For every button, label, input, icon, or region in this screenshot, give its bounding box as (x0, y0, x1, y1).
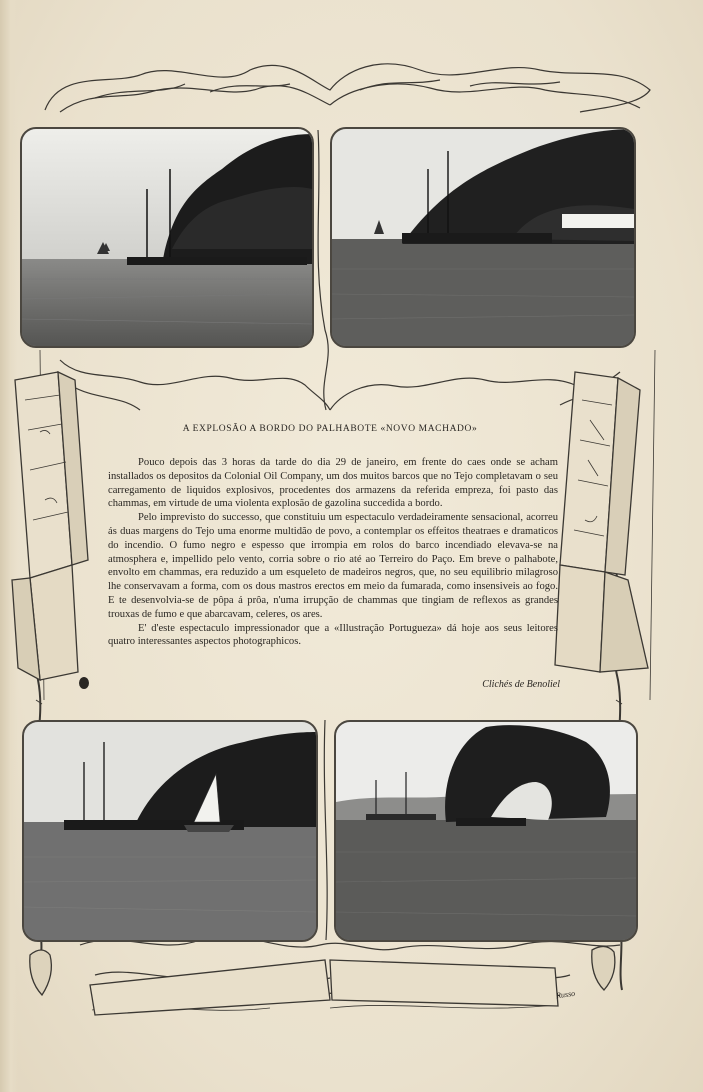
article-body (108, 456, 558, 649)
photo-top-right (330, 127, 636, 348)
photo-bottom-right (334, 720, 638, 942)
article-paragraph: Pelo imprevisto do successo, que constituiu um espectaculo verdadeiramente sensacional, acorreu ás duas margens do Tejo uma enorme multidão de povo, a contemplar os effeitos theatraes e dramaticos do incendio. O fumo negro e espesso que irrompia em rolos do barco incendiado elevava-se na atmosphera e, impellido pelo vento, corria sobre o rio até ao Terreiro do Paço. Em breve o palhabote, envolto em chammas, era reduzido a um esqueleto de madeiros negros, que, no seu equilibrio milagroso lhe conservavam a forma, com os dous mastros erectos em meio da fumarada, como insensiveis ao fogo. E te desenvolvia-se de pôpa á prôa, n'uma irrupção de chammas que tingiam de reflexos as grandes trouxas de fumo e que abarcavam, celeres, os ares. (108, 512, 558, 620)
artist-signature: Russo (555, 988, 576, 1001)
burning-ship-image (332, 129, 634, 346)
article-paragraph: Pouco depois das 3 horas da tarde do dia 29 de janeiro, em frente do caes onde se acham installados os depositos da Colonial Oil Company, um dos muitos barcos que no Tejo completavam o seu carregamento de liquidos explosivos, procedentes dos armazens da referida empreza, foi pasto das chammas, em virtude de uma violenta explosão de gazolina succedida a bordo. (108, 457, 558, 510)
photo-top-left (20, 127, 314, 348)
photo-bottom-left (22, 720, 318, 942)
burning-ship-image (22, 129, 312, 346)
burning-ship-image (24, 722, 316, 940)
article-paragraph: E' d'este espectaculo impressionador que a «Illustração Portugueza» dá hoje aos seus leitores quatro interessantes aspectos photographicos. (108, 622, 558, 648)
article-title: A EXPLOSÃO A BORDO DO PALHABOTE «NOVO MACHADO» (182, 424, 478, 434)
photo-credit: Clichés de Benoliel (482, 679, 560, 690)
burning-ship-image (336, 722, 636, 940)
